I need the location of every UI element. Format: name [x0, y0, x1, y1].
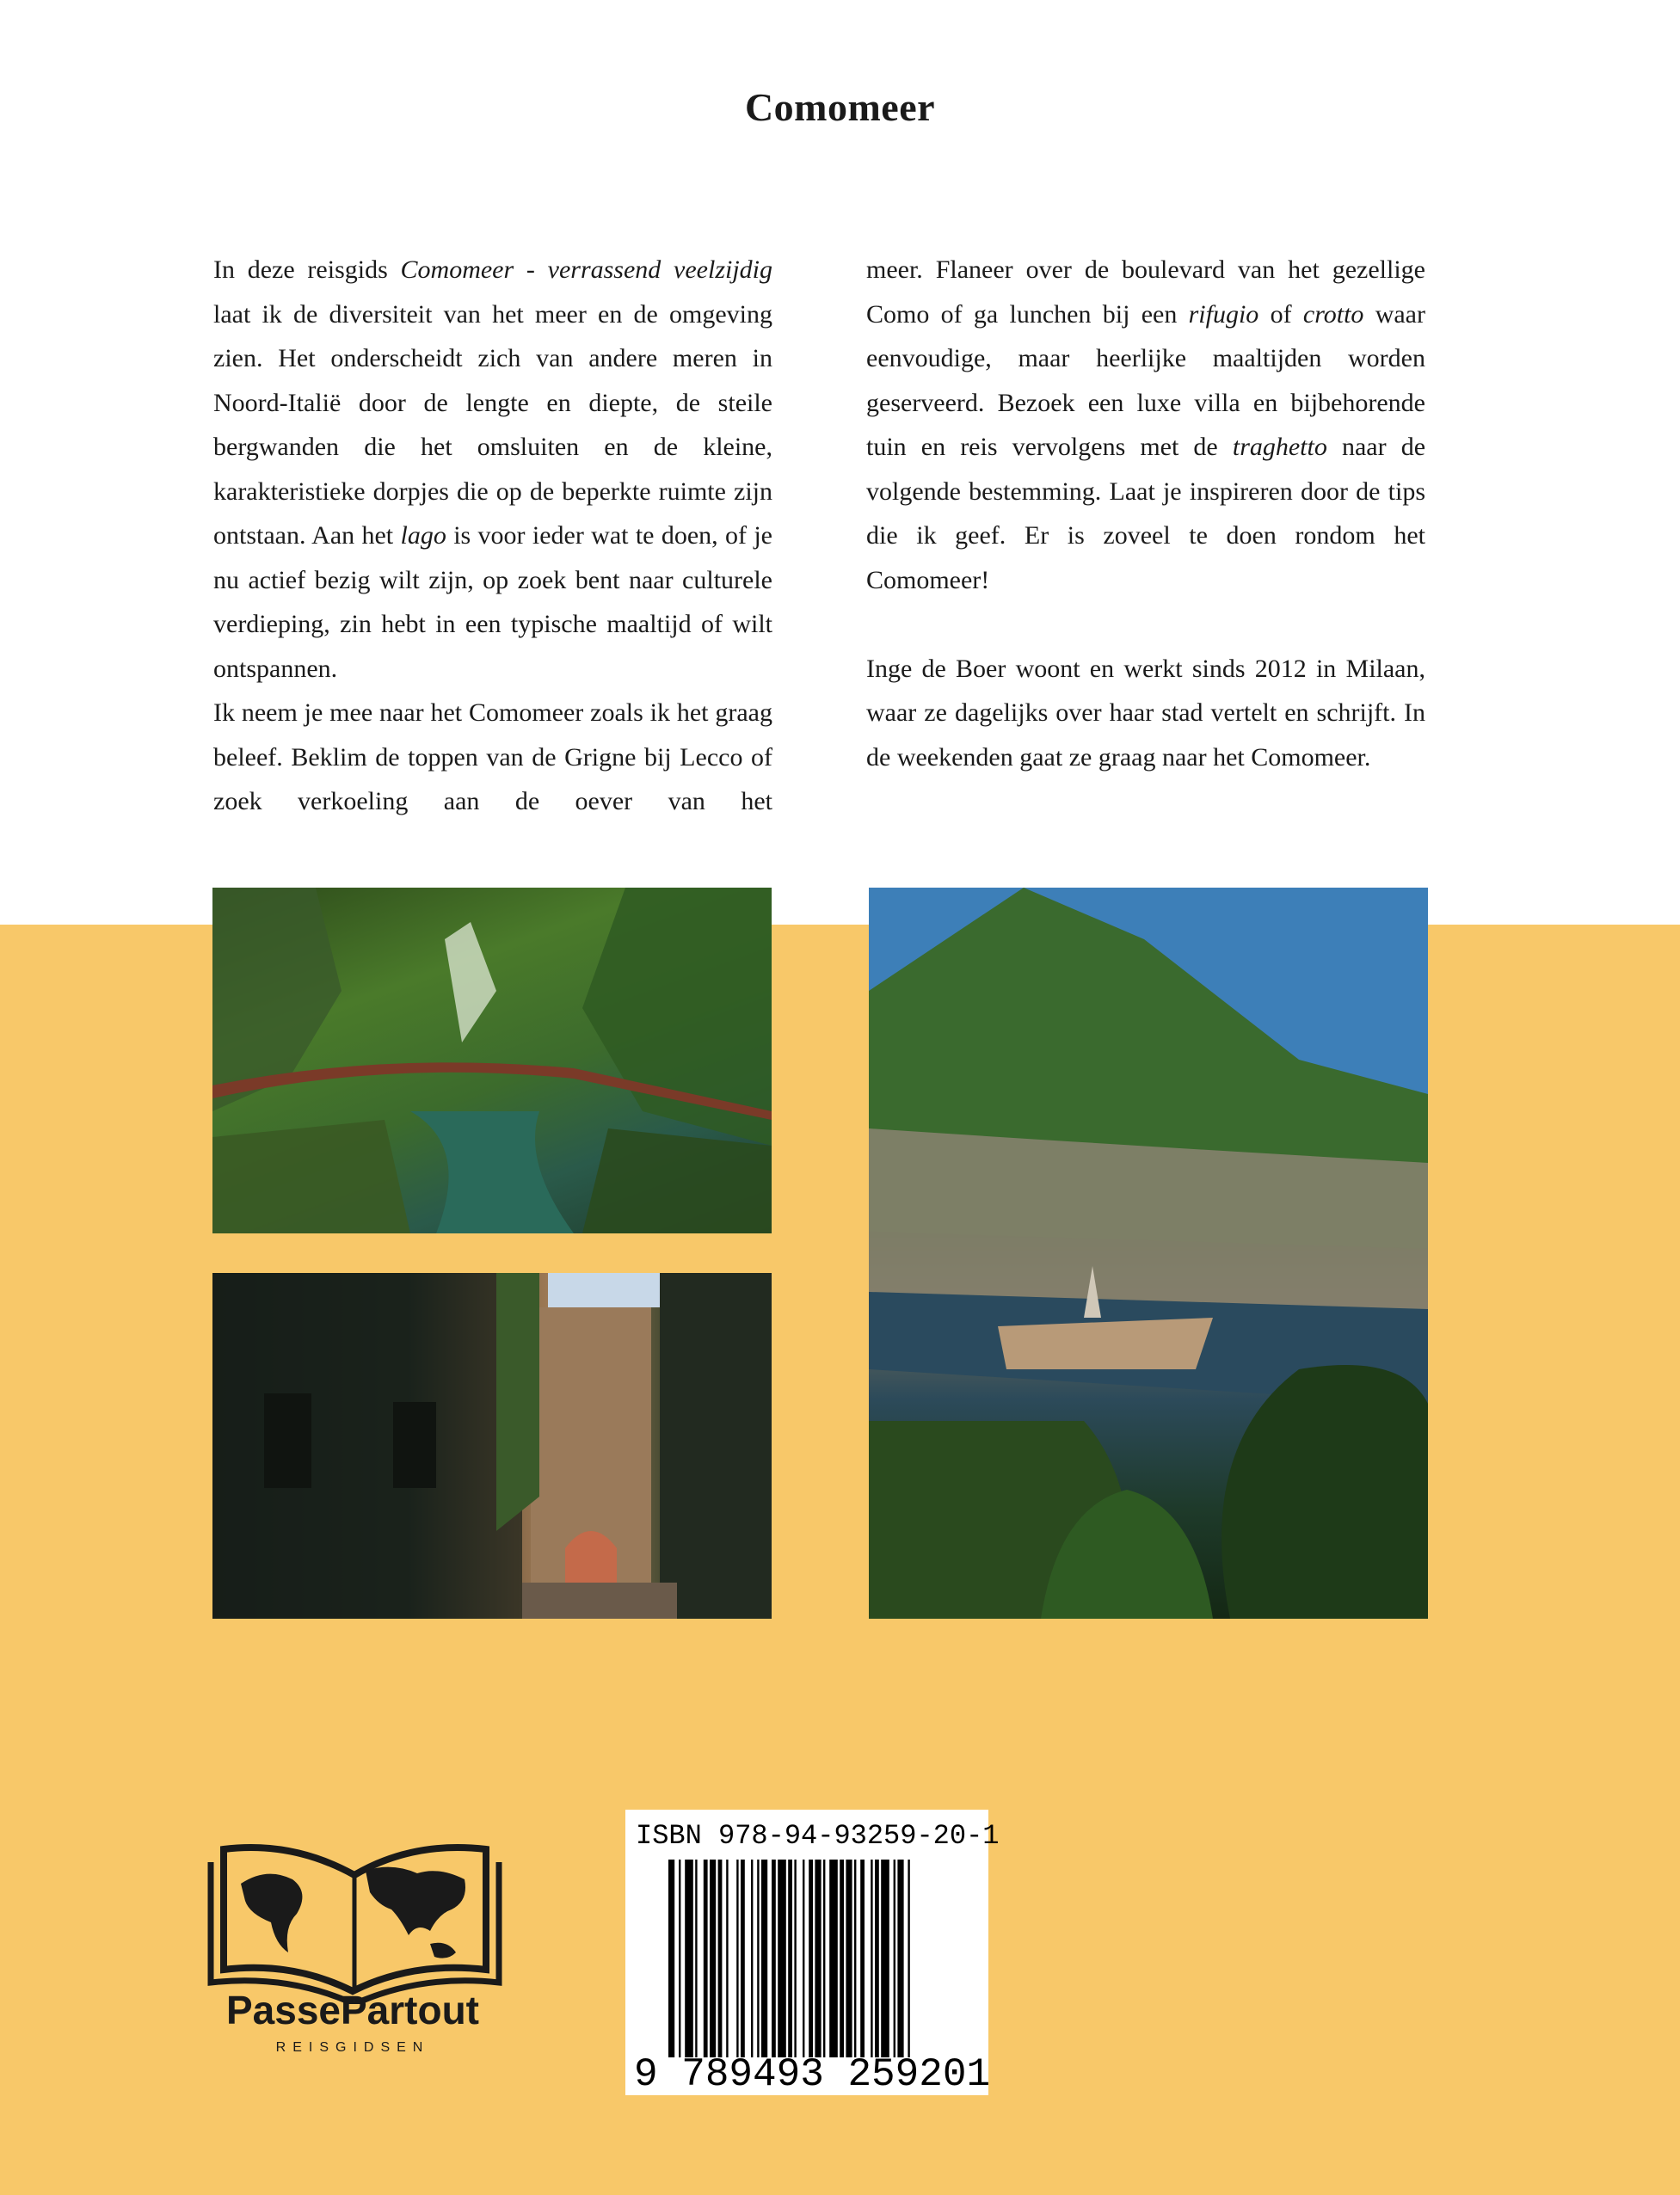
- barcode-digits: 9 789493 259201: [634, 2052, 991, 2097]
- barcode-area: [625, 1810, 1000, 2097]
- gorge-waterfall-photo: [212, 888, 772, 1233]
- publisher-subtitle: REISGIDSEN: [275, 2040, 430, 2055]
- publisher-name: PassePartout: [225, 1988, 479, 2032]
- right-text-column: [866, 248, 1425, 779]
- village-alley-photo: [212, 1273, 772, 1619]
- isbn-text: ISBN 978-94-93259-20-1: [636, 1820, 1000, 1852]
- lake-view-photo: [869, 888, 1428, 1619]
- intro-paragraph: In deze reisgids Comomeer - verrassend veelzijdig laat ik de diversiteit van het meer en de omgeving zien. Het onderscheidt zich van andere meren in Noord-Italië door de lengte en diepte, de steile bergwanden die het omsluiten en de kleine, karakteristieke dorpjes die op de beperkte ruimte zijn ontstaan. Aan het lago is voor ieder wat te doen, of je nu actief bezig wilt zijn, op zoek bent naar culturele verdieping, zin hebt in een typische maaltijd of wilt ontspannen.: [213, 255, 772, 683]
- world-book-logo-icon: [206, 1832, 503, 2004]
- barcode-graphic: [668, 1860, 969, 2057]
- page-title: Comomeer: [744, 85, 936, 129]
- second-paragraph: Ik neem je mee naar het Comomeer zoals ik het graag beleef. Beklim de toppen van de Grigne bij Lecco of zoek verkoeling aan de oever van het: [213, 698, 772, 815]
- author-bio-paragraph: Inge de Boer woont en werkt sinds 2012 in Milaan, waar ze dagelijks over haar stad vertelt en schrijft. In de weekenden gaat ze graag naar het Comomeer.: [866, 654, 1425, 772]
- continued-paragraph: meer. Flaneer over de boulevard van het gezellige Como of ga lunchen bij een rifugio of crotto waar eenvoudige, maar heerlijke maaltijden worden geserveerd. Bezoek een luxe villa en bijbehorende tuin en reis vervolgens met de traghetto naar de volgende bestemming. Laat je inspireren door de tips die ik geef. Er is zoveel te doen rondom het Comomeer!: [866, 255, 1426, 594]
- left-text-column: [213, 248, 772, 824]
